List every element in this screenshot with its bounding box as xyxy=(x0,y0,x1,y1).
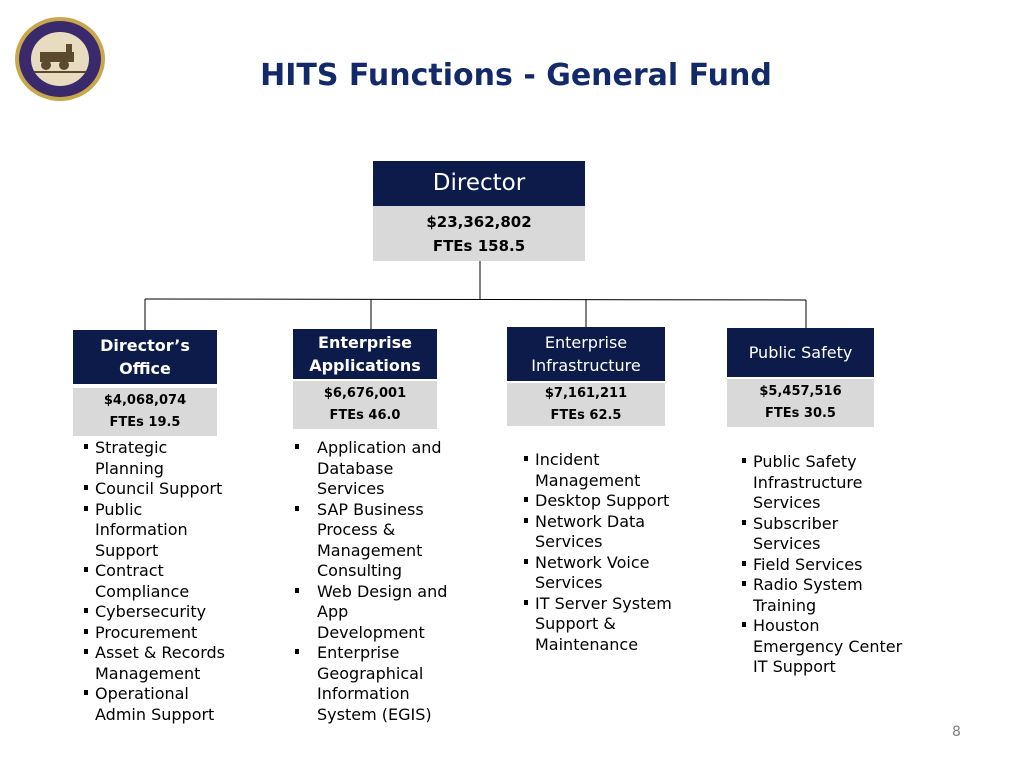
division-ftes: FTEs 46.0 xyxy=(329,408,401,423)
division-label-line: Infrastructure xyxy=(531,356,641,375)
list-item: SAP Business Process & Management Consulting xyxy=(293,500,455,582)
director-box-body xyxy=(373,206,585,261)
director-label: Director xyxy=(432,170,526,196)
directors-office-box-body xyxy=(73,388,217,436)
enterprise-applications-functions-list xyxy=(293,438,455,725)
list-item: Network Data Services xyxy=(522,512,682,553)
division-label-line: Director’s xyxy=(100,336,190,355)
list-item: Public Safety Infrastructure Services xyxy=(740,452,905,514)
director-box-header xyxy=(373,161,585,206)
list-item: Enterprise Geographical Information System (EGIS) xyxy=(293,643,455,725)
director-ftes: FTEs 158.5 xyxy=(432,236,526,255)
list-item: Operational Admin Support xyxy=(82,684,232,725)
division-ftes: FTEs 19.5 xyxy=(109,415,181,430)
public-safety-box-body xyxy=(727,379,874,427)
division-label-line: Office xyxy=(119,359,171,378)
enterprise-infrastructure-box-body xyxy=(507,383,665,426)
page-number: 8 xyxy=(952,724,961,740)
public-safety-box-header xyxy=(727,328,874,377)
directors-office-functions-list xyxy=(82,438,232,725)
directors-office-box-header xyxy=(73,330,217,384)
enterprise-applications-box-body xyxy=(293,381,437,429)
division-budget: $7,161,211 xyxy=(544,385,628,401)
enterprise-applications-box-header xyxy=(293,329,437,379)
division-label-line: Public Safety xyxy=(748,343,853,362)
list-item: Field Services xyxy=(740,555,905,576)
list-item: Asset & Records Management xyxy=(82,643,232,684)
list-item: Houston Emergency Center IT Support xyxy=(740,616,905,678)
list-item: Radio System Training xyxy=(740,575,905,616)
list-item: Procurement xyxy=(82,623,232,644)
list-item: Council Support xyxy=(82,479,232,500)
list-item: Contract Compliance xyxy=(82,561,232,602)
division-label-line: Applications xyxy=(309,356,421,375)
division-budget: $5,457,516 xyxy=(759,384,842,399)
division-ftes: FTEs 62.5 xyxy=(550,407,622,423)
list-item: IT Server System Support & Maintenance xyxy=(522,594,682,656)
list-item: Application and Database Services xyxy=(293,438,455,500)
division-budget: $4,068,074 xyxy=(103,393,187,408)
division-budget: $6,676,001 xyxy=(323,386,407,401)
page-title: HITS Functions - General Fund xyxy=(260,58,772,93)
list-item: Web Design and App Development xyxy=(293,582,455,644)
enterprise-infrastructure-box-header xyxy=(507,327,665,381)
list-item: Strategic Planning xyxy=(82,438,232,479)
division-ftes: FTEs 30.5 xyxy=(765,406,836,421)
list-item: Desktop Support xyxy=(522,491,682,512)
list-item: Public Information Support xyxy=(82,500,232,562)
list-item: Cybersecurity xyxy=(82,602,232,623)
director-budget: $23,362,802 xyxy=(426,212,532,231)
public-safety-functions-list xyxy=(740,452,905,678)
division-label-line: Enterprise xyxy=(544,333,628,352)
division-label-line: Enterprise xyxy=(318,333,412,352)
enterprise-infrastructure-functions-list xyxy=(522,450,682,655)
list-item: Network Voice Services xyxy=(522,553,682,594)
list-item: Subscriber Services xyxy=(740,514,905,555)
list-item: Incident Management xyxy=(522,450,682,491)
